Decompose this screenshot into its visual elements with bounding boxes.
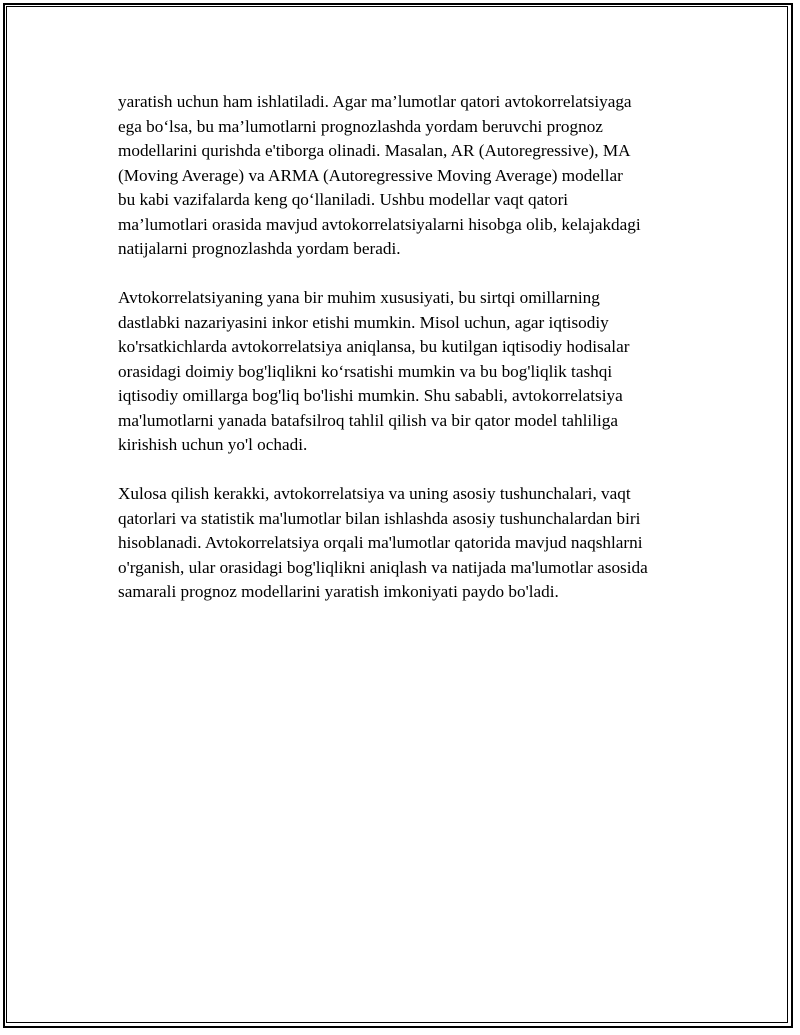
text-line: ma'lumotlarni yanada batafsilroq tahlil qilish va bir qator model tahliliga xyxy=(118,410,618,430)
text-line: modellarini qurishda e'tiborga olinadi. Masalan, AR (Autoregressive), MA xyxy=(118,141,631,160)
text-line: ma’lumotlari orasida mavjud avtokorrelatsiyalarni hisobga olib, kelajakdagi xyxy=(118,214,641,234)
paragraph-2 xyxy=(118,286,703,458)
text-line: orasidagi doimiy bog'liqlikni ko‘rsatishi mumkin va bu bog'liqlik tashqi xyxy=(118,361,613,381)
text-line: (Moving Average) va ARMA (Autoregressive Moving Average) modellar xyxy=(118,165,623,185)
text-line: ko'rsatkichlarda avtokorrelatsiya aniqlansa, bu kutilgan iqtisodiy hodisalar xyxy=(118,337,630,356)
text-line: kirishish uchun yo'l ochadi. xyxy=(118,435,308,454)
text-line: dastlabki nazariyasini inkor etishi mumkin. Misol uchun, agar iqtisodiy xyxy=(118,312,609,332)
text-line: Avtokorrelatsiyaning yana bir muhim xususiyati, bu sirtqi omillarning xyxy=(118,288,600,307)
text-line: bu kabi vazifalarda keng qo‘llaniladi. Ushbu modellar vaqt qatori xyxy=(118,190,569,209)
text-line: hisoblanadi. Avtokorrelatsiya orqali ma'lumotlar qatorida mavjud naqshlarni xyxy=(118,533,643,552)
document-body xyxy=(118,90,703,629)
text-line: iqtisodiy omillarga bog'liq bo'lishi mumkin. Shu sababli, avtokorrelatsiya xyxy=(118,386,623,405)
text-line: yaratish uchun ham ishlatiladi. Agar ma’lumotlar qatori avtokorrelatsiyaga xyxy=(118,92,632,111)
paragraph-1 xyxy=(118,90,703,262)
text-line: o'rganish, ular orasidagi bog'liqlikni aniqlash va natijada ma'lumotlar asosida xyxy=(118,557,648,577)
paragraph-3 xyxy=(118,482,703,605)
text-line: natijalarni prognozlashda yordam beradi. xyxy=(118,239,401,258)
text-line: ega bo‘lsa, bu ma’lumotlarni prognozlashda yordam beruvchi prognoz xyxy=(118,116,603,136)
text-line: samarali prognoz modellarini yaratish imkoniyati paydo bo'ladi. xyxy=(118,582,559,601)
text-line: Xulosa qilish kerakki, avtokorrelatsiya va uning asosiy tushunchalari, vaqt xyxy=(118,484,631,503)
text-line: qatorlari va statistik ma'lumotlar bilan ishlashda asosiy tushunchalardan biri xyxy=(118,508,641,528)
